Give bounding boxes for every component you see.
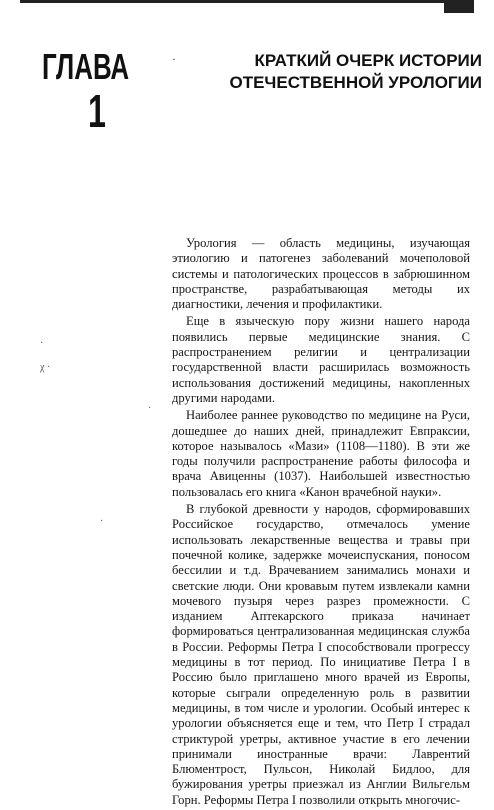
- chapter-title-line-2: ОТЕЧЕСТВЕННОЙ УРОЛОГИИ: [229, 73, 482, 92]
- chapter-title: [202, 50, 482, 94]
- margin-mark-4: ·: [100, 516, 104, 527]
- margin-mark-3: ·: [148, 403, 152, 414]
- chapter-body: [172, 236, 470, 810]
- paragraph-pagan-era: Еще в языческую пору жизни нашего народа появились первые медицинские знания. С распространением религии и централизации государственной власти расширилась возможность использования достижений медицины, накопленных другими народами.: [172, 314, 470, 405]
- margin-mark-1: ·: [40, 338, 44, 349]
- paragraph-definition: Урология — область медицины, изучающая этиологию и патогенез заболеваний мочеполовой системы и патологических процессов в забрюшинном пространстве, разрабатывающая методы их диагностики, лечения и профилактики.: [172, 236, 470, 312]
- paragraph-ancient-practice: В глубокой древности у народов, сформировавших Российское государство, отмечалось умение использовать лекарственные вещества и травы при почечной колике, задержке мочеиспускания, поносом бессилии и т.д. Врачеванием занимались монахи и светские люди. Они кровавым путем извлекали камни мочевого пузыря через разрез промежности. С изданием Аптекарского приказа начинает формироваться централизованная медицинская служба в России. Реформы Петра I способствовали прогрессу медицины в тот период. По инициативе Петра I в Россию было приглашено много врачей из Европы, которые сыграли определенную роль в развитии медицины, в том числе и урологии. Особый интерес к урологии объясняется еще и тем, что Петр I страдал стриктурой уретры, активное участие в его лечении принимали иностранные врачи: Лаврентий Блюментрост, Пульсон, Николай Бидлоо, для бужирования уретры приезжал из Англии Вильгельм Горн. Реформы Петра I позволили открыть многочис-: [172, 502, 470, 807]
- print-speck: ·: [172, 52, 176, 66]
- chapter-title-line-1: КРАТКИЙ ОЧЕРК ИСТОРИИ: [254, 51, 482, 70]
- margin-mark-2: χ ·: [40, 362, 51, 373]
- chapter-number: 1: [88, 85, 106, 137]
- chapter-label: ГЛАВА: [42, 46, 130, 87]
- page-top-rule: [20, 0, 474, 17]
- paragraph-early-guide: Наиболее раннее руководство по медицине на Руси, дошедшее до наших дней, принадлежит Евпраксии, которое называлось «Мази» (1108—1180). В эти же годы получили распространение работы философа и врача Авиценны (1037). Наибольшей известностью пользовалась его книга «Канон врачебной науки».: [172, 408, 470, 499]
